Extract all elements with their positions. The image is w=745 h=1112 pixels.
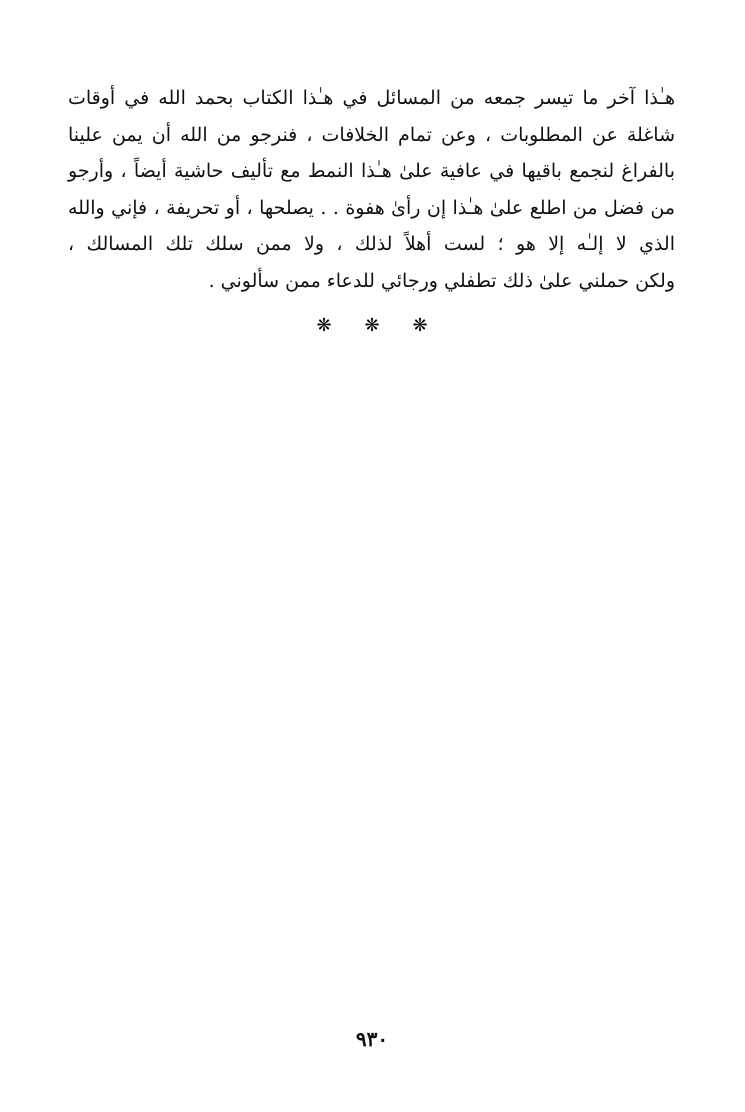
paragraph-line-5: الذي لا إلـٰه إلا هو ؛ لست أهلاً لذلك ، ولا ممن سلك تلك المسالك ، [68,233,675,255]
paragraph-line-3: بالفراغ لنجمع باقيها في عافية علىٰ هـٰذا النمط مع تأليف حاشية أيضاً ، وأرجو [68,160,675,182]
paragraph-line-2: شاغلة عن المطلوبات ، وعن تمام الخلافات ، فنرجو من الله أن يمن علينا [68,123,675,146]
asterism-ornament-icon: ❋ [412,315,428,336]
paragraph-line-4: من فضل من اطلع علىٰ هـٰذا إن رأىٰ هفوة . . يصلحها ، أو تحريفة ، فإني والله [68,196,675,219]
paragraph-line-6: ولكن حملني علىٰ ذلك تطفلي ورجائي للدعاء ممن سألوني . [208,269,675,292]
section-end-ornaments [312,312,432,340]
asterism-ornament-icon: ❋ [364,315,380,336]
paragraph-line-1: هـٰذا آخر ما تيسر جمعه من المسائل في هـٰذا الكتاب بحمد الله في أوقات [68,87,675,109]
asterism-ornament-icon: ❋ [316,315,332,336]
page-number: ٩٣٠ [355,1027,389,1051]
closing-paragraph [68,80,675,299]
